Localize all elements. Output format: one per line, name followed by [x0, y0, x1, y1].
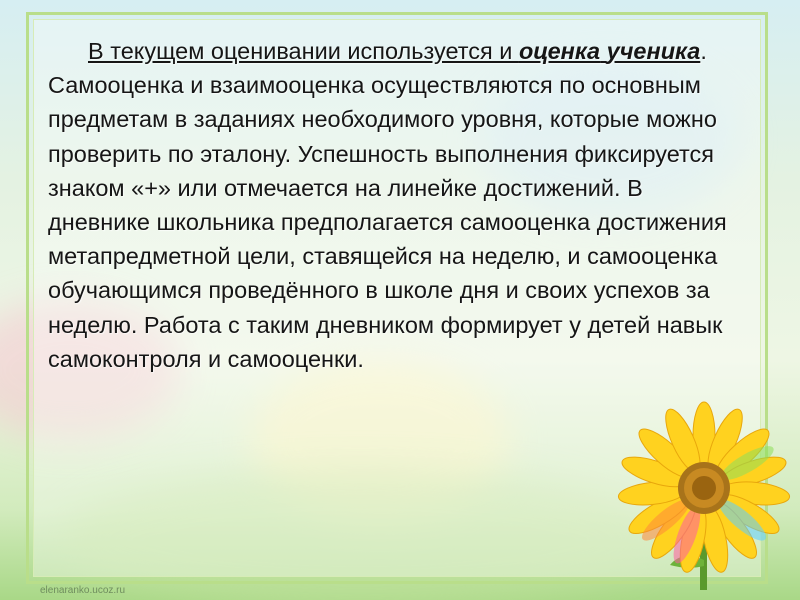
- main-paragraph: [48, 34, 748, 376]
- emphasis-word-1: оценка: [518, 38, 601, 64]
- lead-text: В текущем оценивании используется и: [88, 38, 519, 64]
- paragraph-body: . Самооценка и взаимооценка осуществляются по основным предметам в заданиях необходимого уровня, которые можно проверить по эталону. Успешность выполнения фиксируется знаком «+» или отмечается на линейке достижений. В дневнике школьника предполагается самооценка достижения метапредметной цели, ставящейся на неделю, и самооценка обучающимся проведённого в школе дня и своих успехов за неделю. Работа с таким дневником формирует у детей навык самоконтроля и самооценки.: [48, 38, 727, 372]
- slide-body-text: [48, 34, 748, 376]
- watermark-text: elenaranko.ucoz.ru: [40, 585, 126, 596]
- sunflower-icon: [612, 400, 800, 590]
- emphasis-word-2: ученика: [606, 38, 701, 64]
